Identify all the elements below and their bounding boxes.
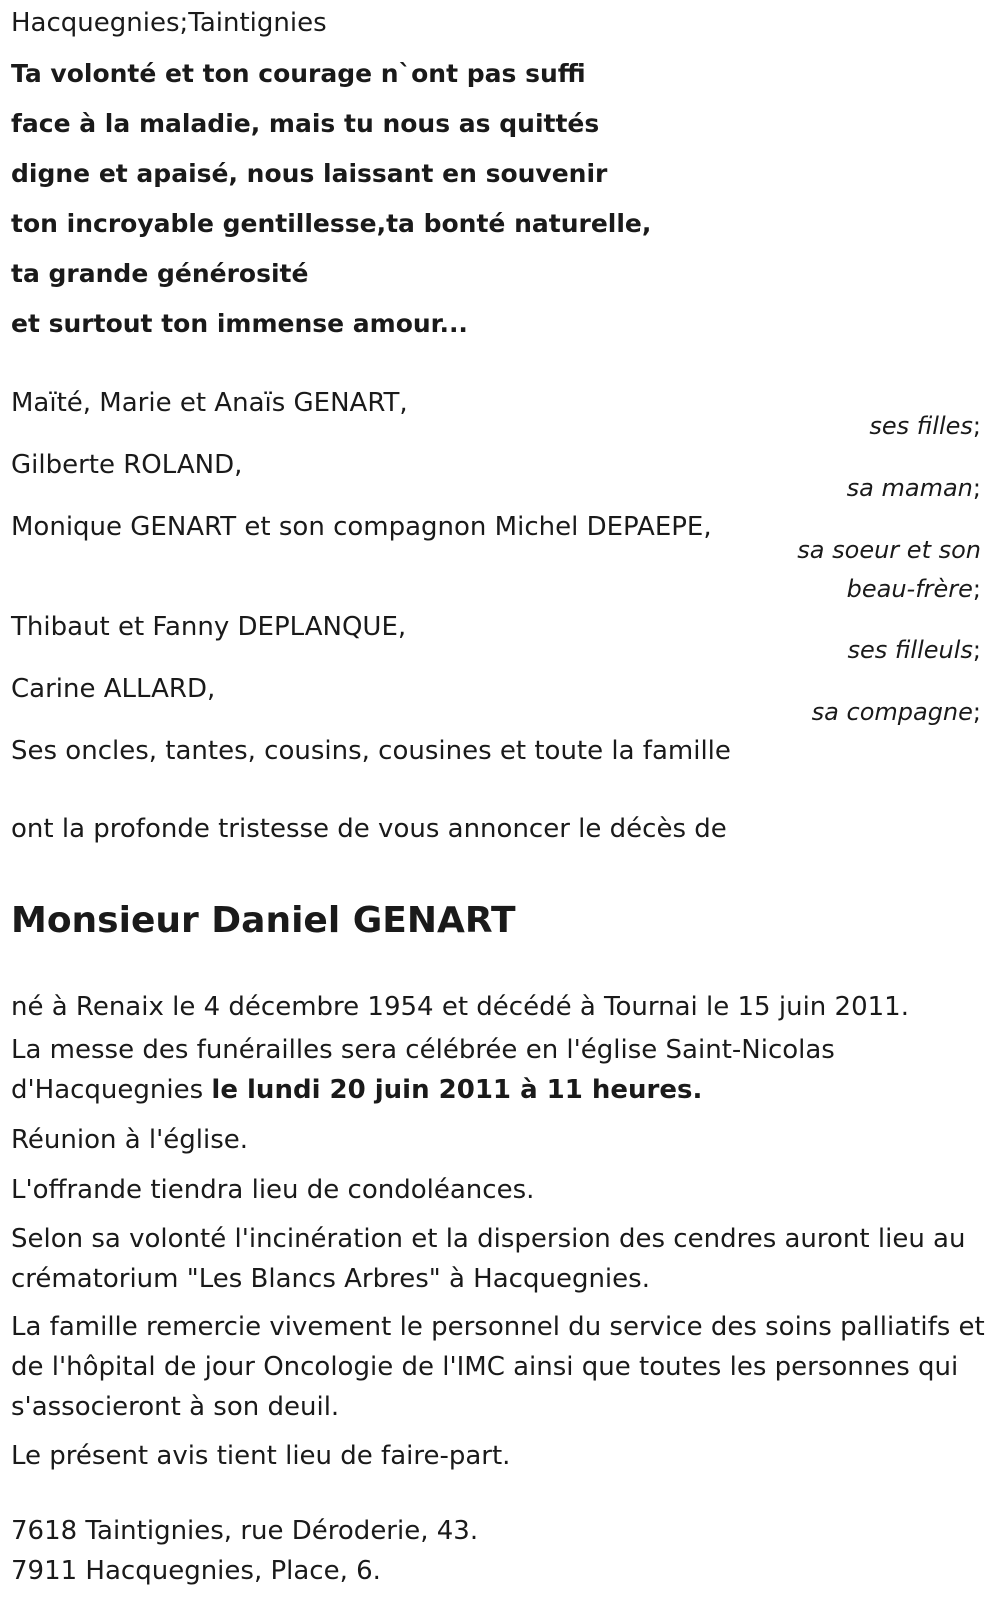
location-header: Hacquegnies;Taintignies (11, 8, 327, 38)
poem-line: digne et apaisé, nous laissant en souvenir (11, 159, 608, 188)
address: 7618 Taintignies, rue Déroderie, 43. (11, 1516, 479, 1546)
family-member-name: Thibaut et Fanny DEPLANQUE, (11, 612, 407, 642)
extended-family: Ses oncles, tantes, cousins, cousines et toute la famille (11, 736, 731, 766)
offering-info: L'offrande tiendra lieu de condoléances. (11, 1175, 535, 1205)
poem-line: Ta volonté et ton courage n`ont pas suffi (11, 59, 586, 88)
family-member-name: Carine ALLARD, (11, 674, 216, 704)
family-relation: beau-frère; (846, 575, 981, 603)
poem-line: face à la maladie, mais tu nous as quittés (11, 109, 600, 138)
family-member-name: Gilberte ROLAND, (11, 450, 243, 480)
meeting-info: Réunion à l'église. (11, 1125, 249, 1155)
family-member-name: Monique GENART et son compagnon Michel DEPAEPE, (11, 512, 712, 542)
family-member-name: Maïté, Marie et Anaïs GENART, (11, 388, 408, 418)
thanks-info: La famille remercie vivement le personnel du service des soins palliatifs et de l'hôpital de jour Oncologie de l'IMC ainsi que toutes les personnes qui s'associeront à son deuil. (11, 1312, 985, 1422)
address: 7911 Hacquegnies, Place, 6. (11, 1556, 381, 1586)
family-relation: ses filles; (869, 412, 981, 440)
family-relation: sa soeur et son (797, 536, 981, 564)
poem (11, 54, 651, 354)
notice-info: Le présent avis tient lieu de faire-part. (11, 1441, 511, 1471)
announcement: ont la profonde tristesse de vous annoncer le décès de (11, 814, 727, 844)
cremation-info: Selon sa volonté l'incinération et la dispersion des cendres auront lieu au crématorium "Les Blancs Arbres" à Hacquegnies. (11, 1224, 966, 1294)
funeral-mass: La messe des funérailles sera célébrée en l'église Saint-Nicolas d'Hacquegnies le lundi 20 juin 2011 à 11 heures. (11, 1035, 835, 1105)
family-relation: ses filleuls; (847, 636, 981, 664)
poem-line: ta grande générosité (11, 259, 309, 288)
family-relation: sa maman; (846, 474, 981, 502)
birth-death-dates: né à Renaix le 4 décembre 1954 et décédé à Tournai le 15 juin 2011. (11, 992, 909, 1022)
deceased-name: Monsieur Daniel GENART (11, 900, 516, 941)
family-relation: sa compagne; (811, 698, 981, 726)
mass-date: le lundi 20 juin 2011 à 11 heures. (211, 1075, 703, 1105)
poem-line: ton incroyable gentillesse,ta bonté naturelle, (11, 209, 652, 238)
poem-line: et surtout ton immense amour... (11, 309, 468, 338)
